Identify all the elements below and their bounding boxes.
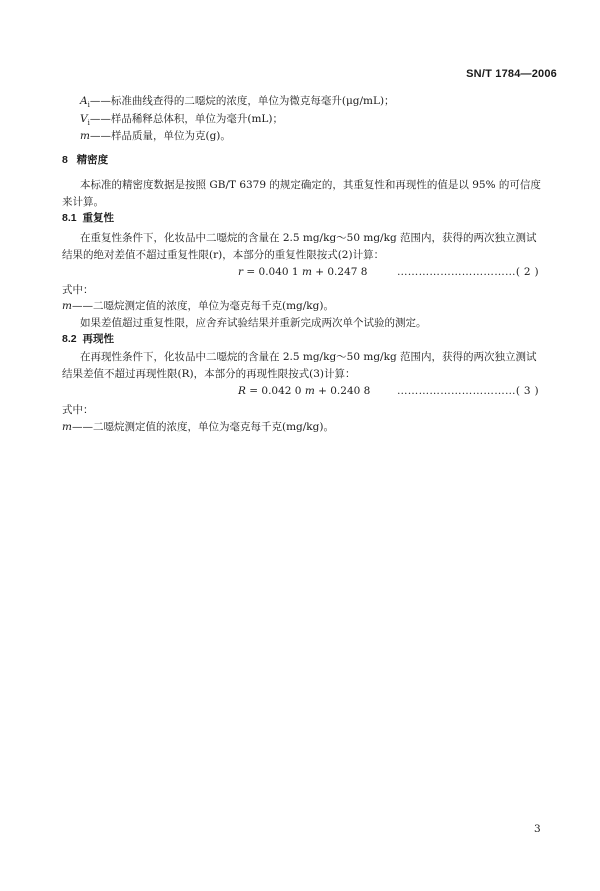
- where-label: 式中：: [62, 404, 94, 416]
- standard-code: SN/T 1784—2006: [466, 68, 557, 80]
- section-title: 再现性: [82, 333, 114, 345]
- definition-text: ——样品稀释总体积，单位为毫升(mL)；: [89, 113, 283, 125]
- section-8-1-heading: [62, 211, 114, 225]
- formula-2-leader: [397, 265, 539, 279]
- formula-rhs-a: = 0.042 0: [249, 385, 305, 397]
- formula-lhs: R: [238, 385, 246, 397]
- formula-lhs: r: [238, 266, 244, 278]
- definition-symbol: V: [80, 113, 88, 125]
- definition-m: [80, 129, 231, 143]
- section-8-1-line1: 在重复性条件下，化妆品中二噁烷的含量在 2.5 mg/kg～50 mg/kg 范围内，获得的两次独立测试: [80, 232, 537, 244]
- definition-symbol: A: [80, 95, 88, 107]
- section-number: 8.1: [62, 212, 77, 224]
- definition-v: [80, 112, 283, 130]
- formula-var: m: [301, 266, 312, 278]
- section-title: 重复性: [82, 212, 114, 224]
- definition-a: [80, 94, 395, 112]
- section-8-1-line2: 结果的绝对差值不超过重复性限(r)，本部分的重复性限按式(2)计算：: [62, 249, 385, 261]
- formula-rhs-b: + 0.247 8: [311, 266, 368, 278]
- definition-text: ——样品质量，单位为克(g)。: [89, 130, 231, 142]
- definition-subscript: i: [87, 119, 90, 128]
- section-8-2-line1: 在再现性条件下，化妆品中二噁烷的含量在 2.5 mg/kg～50 mg/kg 范围内，获得的两次独立测试: [80, 351, 537, 363]
- leader-dots: ……………………………: [397, 385, 516, 397]
- formula-2: [238, 265, 367, 279]
- formula-rhs-b: + 0.240 8: [314, 385, 371, 397]
- section-8-2-line2: 结果差值不超过再现性限(R)，本部分的再现性限按式(3)计算：: [62, 368, 356, 380]
- section-8-paragraph-line1: 本标准的精密度数据是按照 GB/T 6379 的规定确定的，其重复性和再现性的值是以 95% 的可信度: [80, 179, 541, 191]
- section-8-paragraph-line2: 来计算。: [62, 196, 104, 208]
- m-symbol: m: [62, 421, 72, 433]
- section-8-1-note: 如果差值超过重复性限，应舍弃试验结果并重新完成两次单个试验的测定。: [80, 317, 427, 329]
- section-8-2-heading: [62, 332, 114, 346]
- leader-dots: ……………………………: [397, 266, 516, 278]
- definition-text: ——标准曲线查得的二噁烷的浓度，单位为微克每毫升(μg/mL)；: [89, 95, 395, 107]
- formula-3: [238, 384, 370, 398]
- definition-symbol: m: [80, 130, 90, 142]
- definition-subscript: i: [87, 101, 90, 110]
- m-definition: [62, 299, 334, 313]
- formula-number: ( 3 ): [515, 385, 539, 397]
- formula-number: ( 2 ): [515, 266, 539, 278]
- section-number: 8: [62, 154, 68, 166]
- m-definition-text: ——二噁烷测定值的浓度，单位为毫克每千克(mg/kg)。: [71, 421, 334, 433]
- section-number: 8.2: [62, 333, 77, 345]
- formula-var: m: [304, 385, 315, 397]
- m-definition-text: ——二噁烷测定值的浓度，单位为毫克每千克(mg/kg)。: [71, 300, 334, 312]
- where-label: 式中：: [62, 284, 94, 296]
- page-number: 3: [534, 823, 541, 835]
- formula-3-leader: [397, 384, 539, 398]
- section-title: 精密度: [76, 154, 109, 166]
- m-definition: [62, 420, 334, 434]
- section-8-heading: [62, 153, 108, 167]
- m-symbol: m: [62, 300, 72, 312]
- formula-rhs-a: = 0.040 1: [246, 266, 302, 278]
